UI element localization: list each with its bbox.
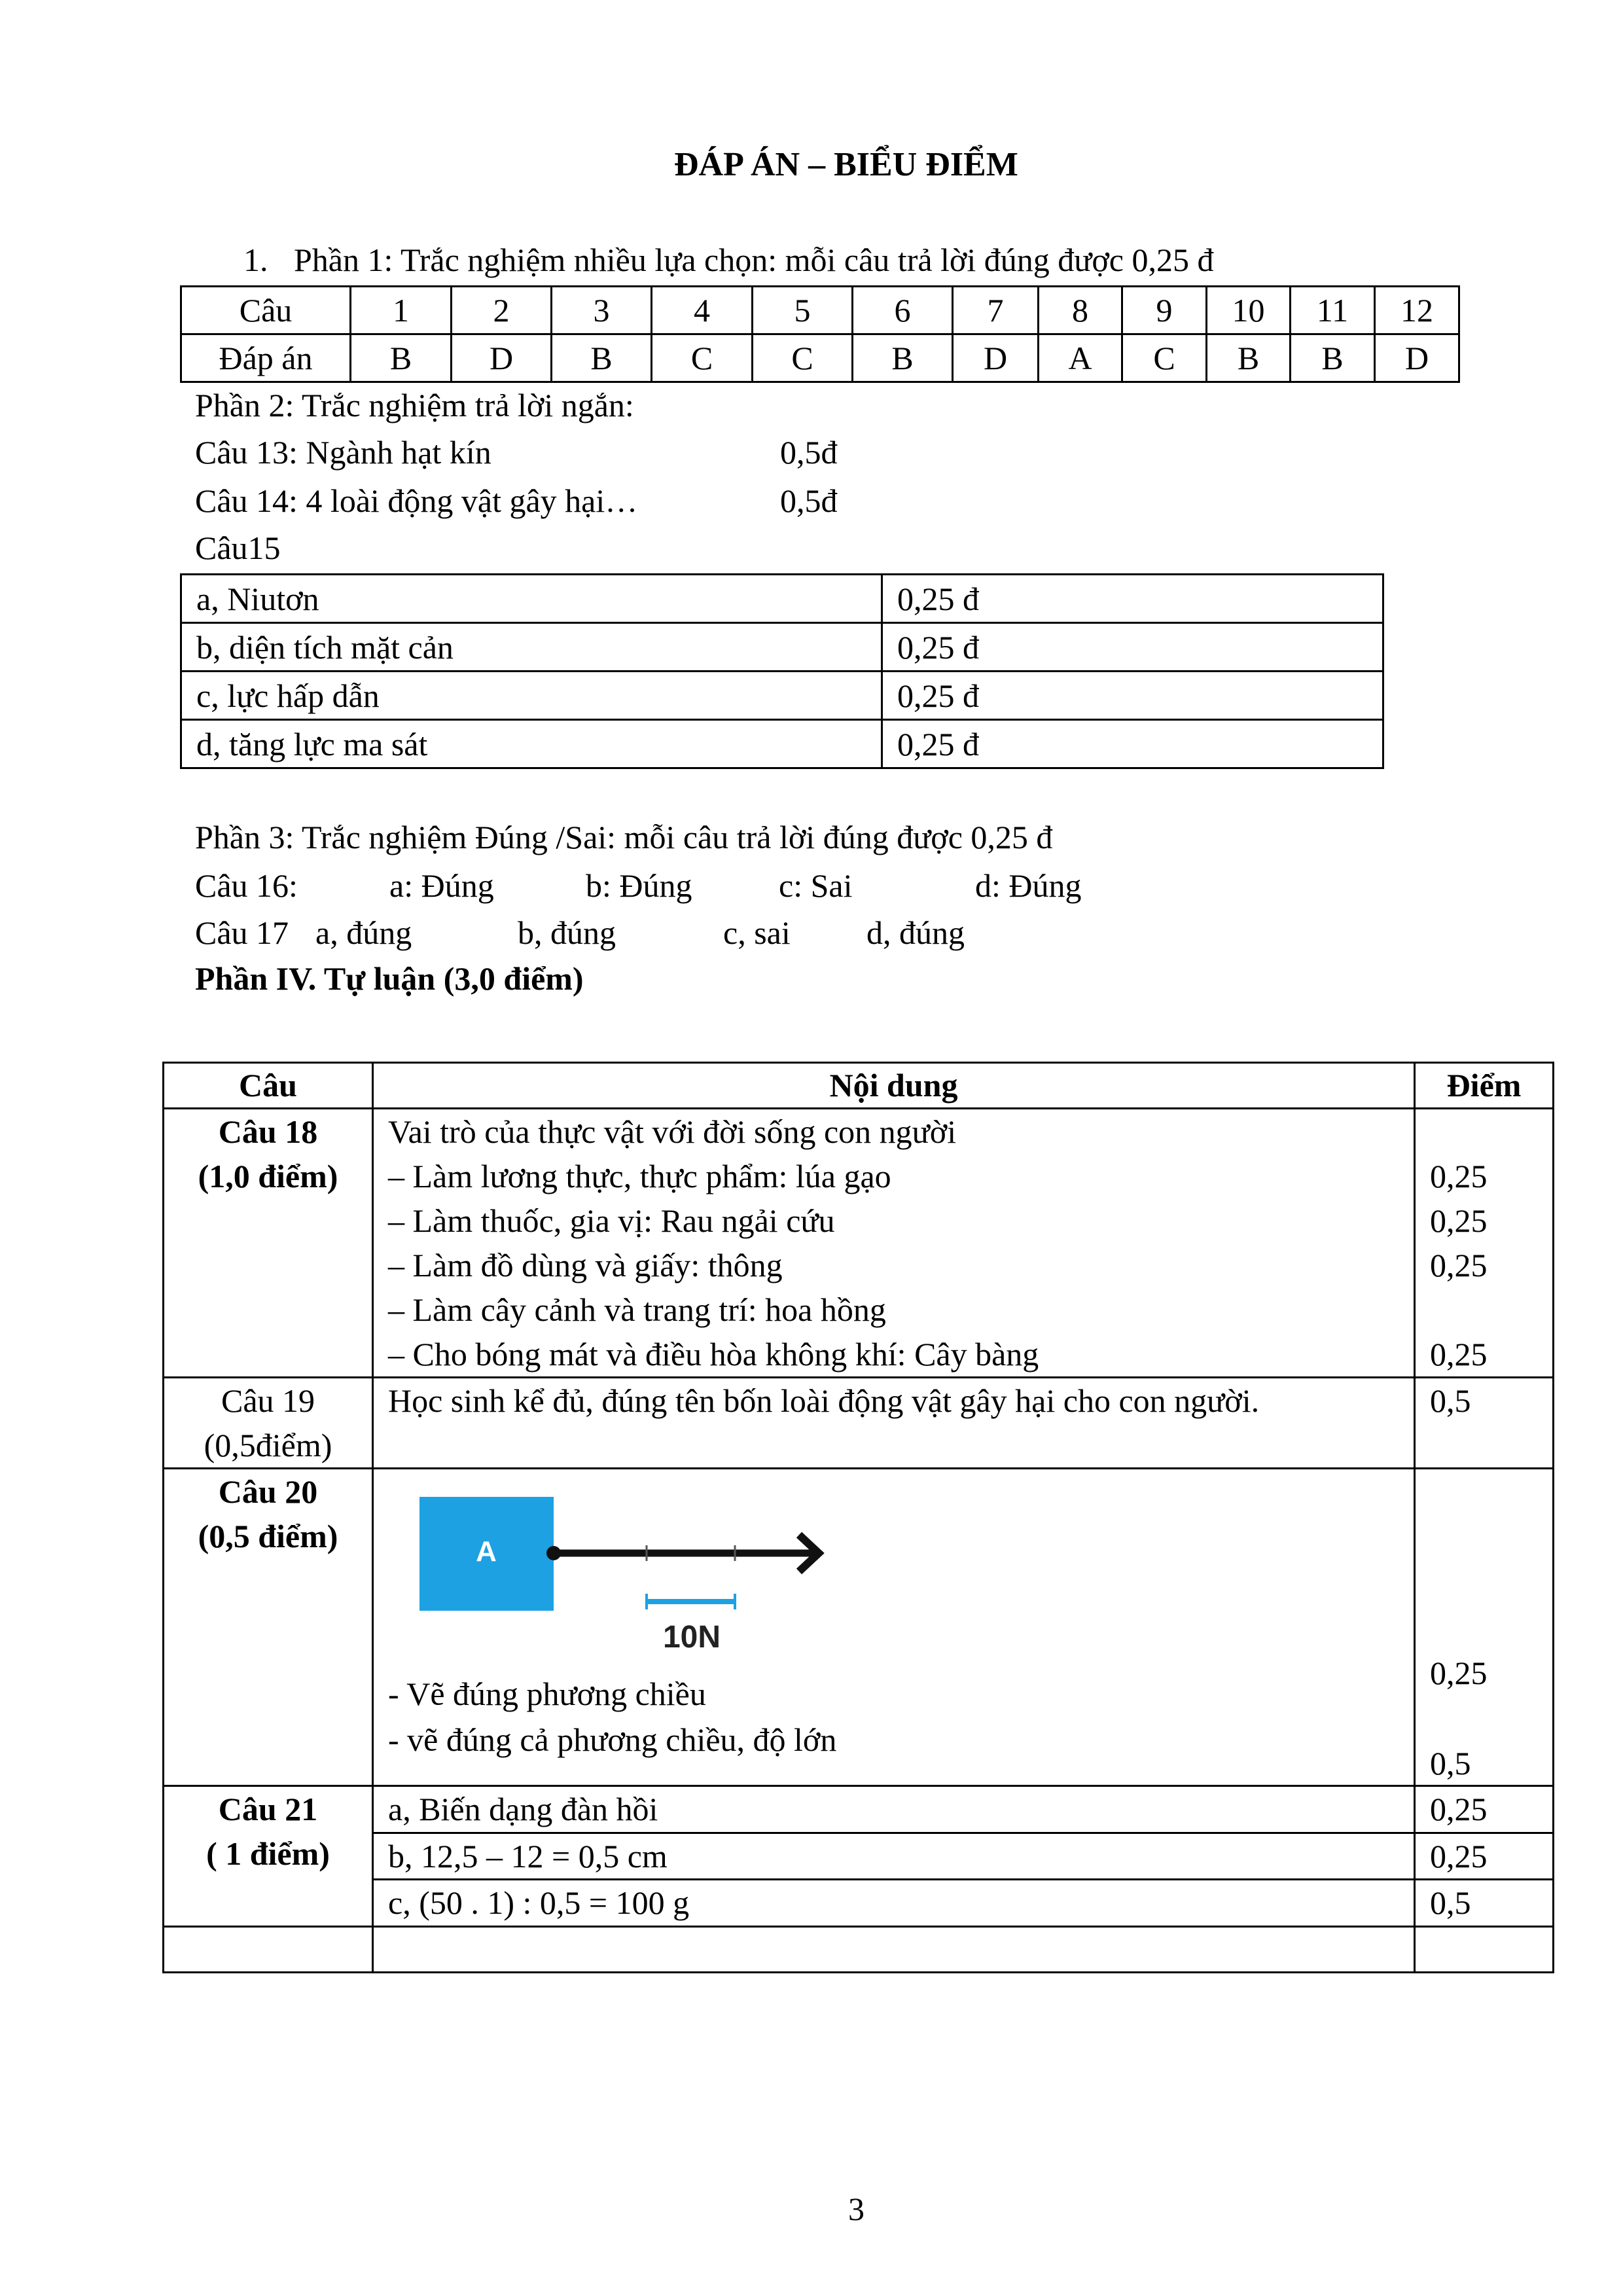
score: 0,5 bbox=[1430, 1745, 1471, 1782]
q21-content bbox=[373, 1833, 1415, 1880]
score: 0,25 đ bbox=[882, 575, 1383, 623]
score bbox=[1430, 1109, 1552, 1154]
score: 0,25 bbox=[1430, 1655, 1488, 1691]
header-cau: Câu bbox=[164, 1063, 373, 1109]
q18-content bbox=[373, 1109, 1415, 1378]
content-line: – Làm cây cảnh và trang trí: hoa hồng bbox=[388, 1291, 886, 1328]
question-number: 12 bbox=[1375, 287, 1459, 334]
answer: d, tăng lực ma sát bbox=[181, 720, 882, 768]
score: 0,25 đ bbox=[882, 672, 1383, 720]
q21-content bbox=[373, 1880, 1415, 1927]
row-label: Đáp án bbox=[181, 334, 351, 382]
question-number: 11 bbox=[1291, 287, 1375, 334]
answer: C bbox=[652, 334, 753, 382]
content-line: – Cho bóng mát và điều hòa không khí: Cây bàng bbox=[388, 1336, 1039, 1372]
content-line: Học sinh kể đủ, đúng tên bốn loài động vật gây hại cho con người. bbox=[388, 1382, 1260, 1419]
question-row bbox=[181, 287, 1459, 334]
question-number: 8 bbox=[1039, 287, 1122, 334]
force-diagram bbox=[397, 1482, 882, 1666]
force-origin-dot bbox=[546, 1546, 561, 1560]
answer: B bbox=[351, 334, 452, 382]
part1-answer-table bbox=[180, 285, 1460, 383]
answer: B bbox=[853, 334, 953, 382]
answer-row bbox=[181, 334, 1459, 382]
content-line: – Làm thuốc, gia vị: Rau ngải cứu bbox=[388, 1202, 835, 1239]
answer: c, lực hấp dẫn bbox=[181, 672, 882, 720]
answer: A bbox=[1039, 334, 1122, 382]
page-title: ĐÁP ÁN – BIỂU ĐIỂM bbox=[674, 146, 1018, 183]
empty-cell bbox=[373, 1927, 1415, 1973]
q17-item: d, đúng bbox=[866, 914, 965, 951]
question-number: 3 bbox=[552, 287, 652, 334]
answer: D bbox=[1375, 334, 1459, 382]
q17-item: b, đúng bbox=[518, 914, 616, 951]
q13-score: 0,5đ bbox=[780, 434, 838, 471]
question-number: 4 bbox=[652, 287, 753, 334]
q16-item: b: Đúng bbox=[586, 867, 692, 904]
answer: B bbox=[1291, 334, 1375, 382]
q14-text: Câu 14: 4 loài động vật gây hại… bbox=[195, 482, 638, 519]
q21-content bbox=[373, 1786, 1415, 1833]
header-noi-dung: Nội dung bbox=[373, 1063, 1415, 1109]
score: 0,25 bbox=[1430, 1791, 1488, 1827]
empty-row bbox=[164, 1927, 1554, 1973]
part4-heading: Phần IV. Tự luận (3,0 điểm) bbox=[195, 960, 584, 997]
score: 0,5 bbox=[1430, 1884, 1471, 1921]
table-row bbox=[181, 720, 1383, 768]
q21-label: Câu 21 bbox=[218, 1791, 318, 1827]
question-number: 9 bbox=[1122, 287, 1207, 334]
page-number: 3 bbox=[848, 2191, 865, 2227]
score: 0,25 bbox=[1430, 1158, 1488, 1194]
essay-table bbox=[162, 1062, 1554, 1973]
content-line: c, (50 . 1) : 0,5 = 100 g bbox=[388, 1884, 690, 1921]
q16-item: a: Đúng bbox=[389, 867, 494, 904]
q18-points: (1,0 điểm) bbox=[198, 1158, 338, 1194]
answer: b, diện tích mặt cản bbox=[181, 623, 882, 672]
q14-score: 0,5đ bbox=[780, 482, 838, 519]
score: 0,25 bbox=[1430, 1202, 1488, 1239]
q19-label: Câu 19 bbox=[221, 1382, 315, 1419]
q18-scores bbox=[1415, 1109, 1554, 1378]
content-line: – Làm đồ dùng và giấy: thông bbox=[388, 1247, 783, 1283]
table-row bbox=[181, 672, 1383, 720]
q17-item: c, sai bbox=[723, 914, 791, 951]
question-number: 7 bbox=[953, 287, 1039, 334]
q20-label: Câu 20 bbox=[218, 1473, 318, 1510]
question-number: 2 bbox=[452, 287, 552, 334]
question-number: 10 bbox=[1207, 287, 1291, 334]
q19-row bbox=[164, 1378, 1554, 1469]
q16-label: Câu 16: bbox=[195, 867, 298, 904]
header-diem: Điểm bbox=[1415, 1063, 1554, 1109]
q19-label-cell bbox=[164, 1378, 373, 1469]
table-row bbox=[181, 623, 1383, 672]
scale-label: 10N bbox=[662, 1620, 721, 1655]
answer: C bbox=[1122, 334, 1207, 382]
q18-row bbox=[164, 1109, 1554, 1378]
score: 0,25 bbox=[1430, 1336, 1488, 1372]
score: 0,25 bbox=[1430, 1247, 1488, 1283]
q20-content bbox=[373, 1469, 1415, 1786]
q19-score-cell bbox=[1415, 1378, 1554, 1469]
q18-label-cell bbox=[164, 1109, 373, 1378]
question-number: 6 bbox=[853, 287, 953, 334]
content-line: - Vẽ đúng phương chiều bbox=[388, 1676, 706, 1712]
block-label: A bbox=[476, 1535, 497, 1568]
q15-table bbox=[180, 573, 1384, 769]
score: 0,5 bbox=[1430, 1382, 1471, 1419]
row-label: Câu bbox=[181, 287, 351, 334]
q21-score bbox=[1415, 1833, 1554, 1880]
content-line: b, 12,5 – 12 = 0,5 cm bbox=[388, 1838, 668, 1874]
q20-label-cell bbox=[164, 1469, 373, 1786]
q21-score bbox=[1415, 1786, 1554, 1833]
content-line: Vai trò của thực vật với đời sống con người bbox=[388, 1113, 957, 1150]
q20-points: (0,5 điểm) bbox=[198, 1518, 338, 1554]
q19-points: (0,5điểm) bbox=[204, 1427, 332, 1463]
q21-points: ( 1 điểm) bbox=[206, 1835, 330, 1872]
score: 0,25 đ bbox=[882, 720, 1383, 768]
q20-scores bbox=[1415, 1469, 1554, 1786]
q16-item: d: Đúng bbox=[975, 867, 1082, 904]
q13-text: Câu 13: Ngành hạt kín bbox=[195, 434, 491, 471]
part2-heading: Phần 2: Trắc nghiệm trả lời ngắn: bbox=[195, 387, 634, 423]
answer: D bbox=[452, 334, 552, 382]
q21-score bbox=[1415, 1880, 1554, 1927]
score: 0,25 bbox=[1430, 1838, 1488, 1874]
question-number: 5 bbox=[753, 287, 853, 334]
q19-content bbox=[373, 1378, 1415, 1469]
table-row bbox=[181, 575, 1383, 623]
content-line: – Làm lương thực, thực phẩm: lúa gạo bbox=[388, 1158, 891, 1194]
q21-label-cell bbox=[164, 1786, 373, 1927]
part3-heading: Phần 3: Trắc nghiệm Đúng /Sai: mỗi câu trả lời đúng được 0,25 đ bbox=[195, 819, 1053, 855]
question-number: 1 bbox=[351, 287, 452, 334]
answer: a, Niutơn bbox=[181, 575, 882, 623]
content-line: a, Biến dạng đàn hồi bbox=[388, 1791, 658, 1827]
q17-label: Câu 17 bbox=[195, 914, 289, 951]
score bbox=[1430, 1287, 1552, 1332]
empty-cell bbox=[1415, 1927, 1554, 1973]
answer: B bbox=[552, 334, 652, 382]
answer: B bbox=[1207, 334, 1291, 382]
q17-item: a, đúng bbox=[315, 914, 412, 951]
q21-row bbox=[164, 1786, 1554, 1833]
header-row bbox=[164, 1063, 1554, 1109]
part1-number: 1. bbox=[243, 242, 268, 278]
answer: C bbox=[753, 334, 853, 382]
q16-item: c: Sai bbox=[779, 867, 853, 904]
q15-label: Câu15 bbox=[195, 529, 281, 566]
score: 0,25 đ bbox=[882, 623, 1383, 672]
empty-cell bbox=[164, 1927, 373, 1973]
q20-row bbox=[164, 1469, 1554, 1786]
answer: D bbox=[953, 334, 1039, 382]
q18-label: Câu 18 bbox=[218, 1113, 318, 1150]
content-line: - vẽ đúng cả phương chiều, độ lớn bbox=[388, 1721, 837, 1758]
part1-heading: Phần 1: Trắc nghiệm nhiều lựa chọn: mỗi câu trả lời đúng được 0,25 đ bbox=[294, 242, 1214, 278]
